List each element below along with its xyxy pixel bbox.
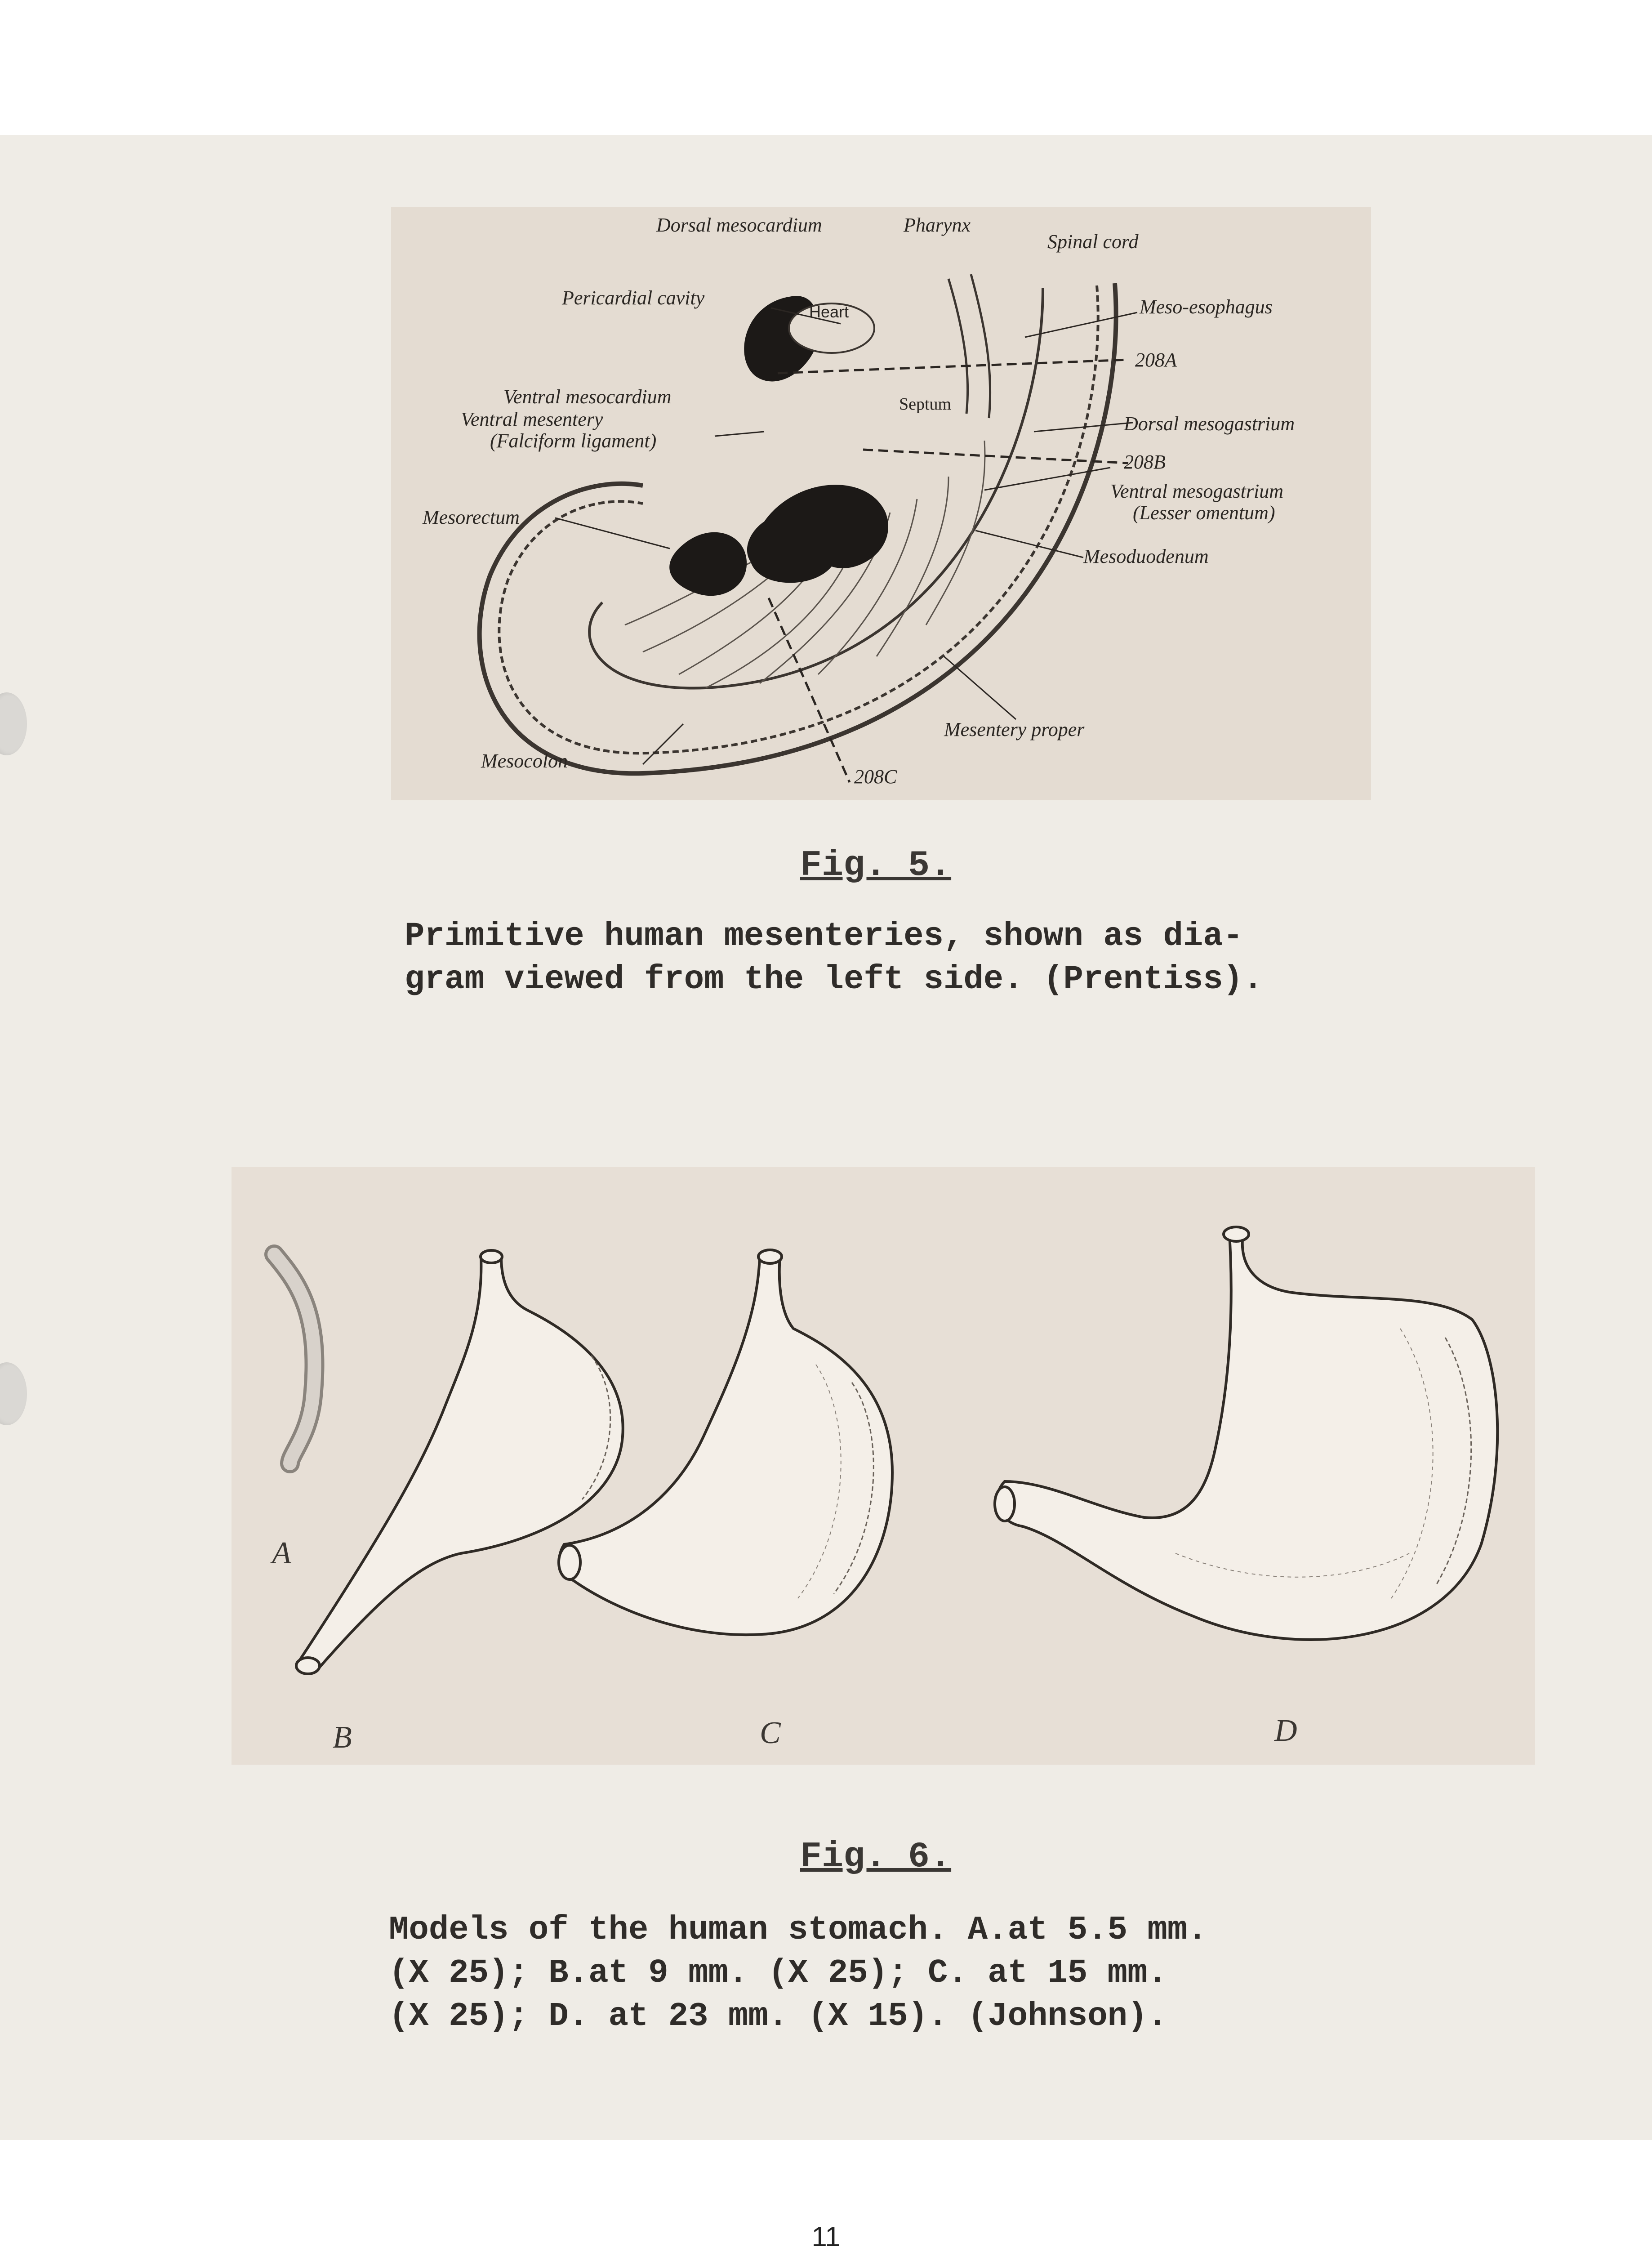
label-mesoduodenum: Mesoduodenum — [1083, 545, 1209, 567]
label-ventral-mesocardium: Ventral mesocardium — [503, 386, 672, 408]
punch-hole-upper — [0, 692, 27, 755]
label-section-208b: 208B — [1124, 451, 1166, 473]
punch-hole-lower — [0, 1362, 27, 1425]
panel-letter-d: D — [1274, 1713, 1297, 1748]
figure-6-caption-line-2: (X 25); B.at 9 mm. (X 25); C. at 15 mm. — [389, 1954, 1167, 1992]
panel-letter-c: C — [760, 1716, 781, 1750]
label-spinal-cord: Spinal cord — [1047, 231, 1139, 253]
label-falciform-ligament: (Falciform ligament) — [490, 430, 657, 452]
label-lesser-omentum: (Lesser omentum) — [1133, 502, 1275, 524]
figure-6-illustration — [232, 1167, 1535, 1765]
panel-letter-b: B — [333, 1720, 352, 1755]
label-ventral-mesogastrium: Ventral mesogastrium — [1110, 480, 1283, 502]
panel-letter-a: A — [272, 1536, 291, 1570]
label-mesocolon: Mesocolon — [481, 750, 568, 772]
figure-5-illustration — [391, 207, 1371, 800]
label-mesorectum: Mesorectum — [423, 506, 520, 528]
label-septum: Septum — [899, 395, 952, 414]
figure-5-title: Fig. 5. — [800, 845, 952, 886]
page-number: 11 — [811, 2221, 841, 2248]
label-ventral-mesentery: Ventral mesentery — [461, 408, 603, 430]
figure-5-caption-line-2: gram viewed from the left side. (Prentiss). — [405, 961, 1263, 999]
label-dorsal-mesogastrium: Dorsal mesogastrium — [1124, 413, 1295, 435]
label-dorsal-mesocardium: Dorsal mesocardium — [656, 214, 822, 236]
figure-6-title: Fig. 6. — [800, 1837, 952, 1878]
label-meso-esophagus: Meso-esophagus — [1140, 296, 1273, 318]
label-section-208c: 208C — [854, 766, 897, 788]
label-pericardial-cavity: Pericardial cavity — [562, 287, 705, 309]
stomach-models-drawing — [232, 1167, 1535, 1765]
label-section-208a: 208A — [1135, 349, 1177, 371]
label-pharynx: Pharynx — [904, 214, 971, 236]
figure-5-caption-line-1: Primitive human mesenteries, shown as dia- — [405, 918, 1243, 955]
label-mesentery-proper: Mesentery proper — [944, 718, 1085, 740]
figure-6-caption-line-1: Models of the human stomach. A.at 5.5 mm. — [389, 1911, 1207, 1949]
label-heart: Heart — [809, 303, 849, 321]
figure-6-caption-line-3: (X 25); D. at 23 mm. (X 15). (Johnson). — [389, 1998, 1167, 2035]
